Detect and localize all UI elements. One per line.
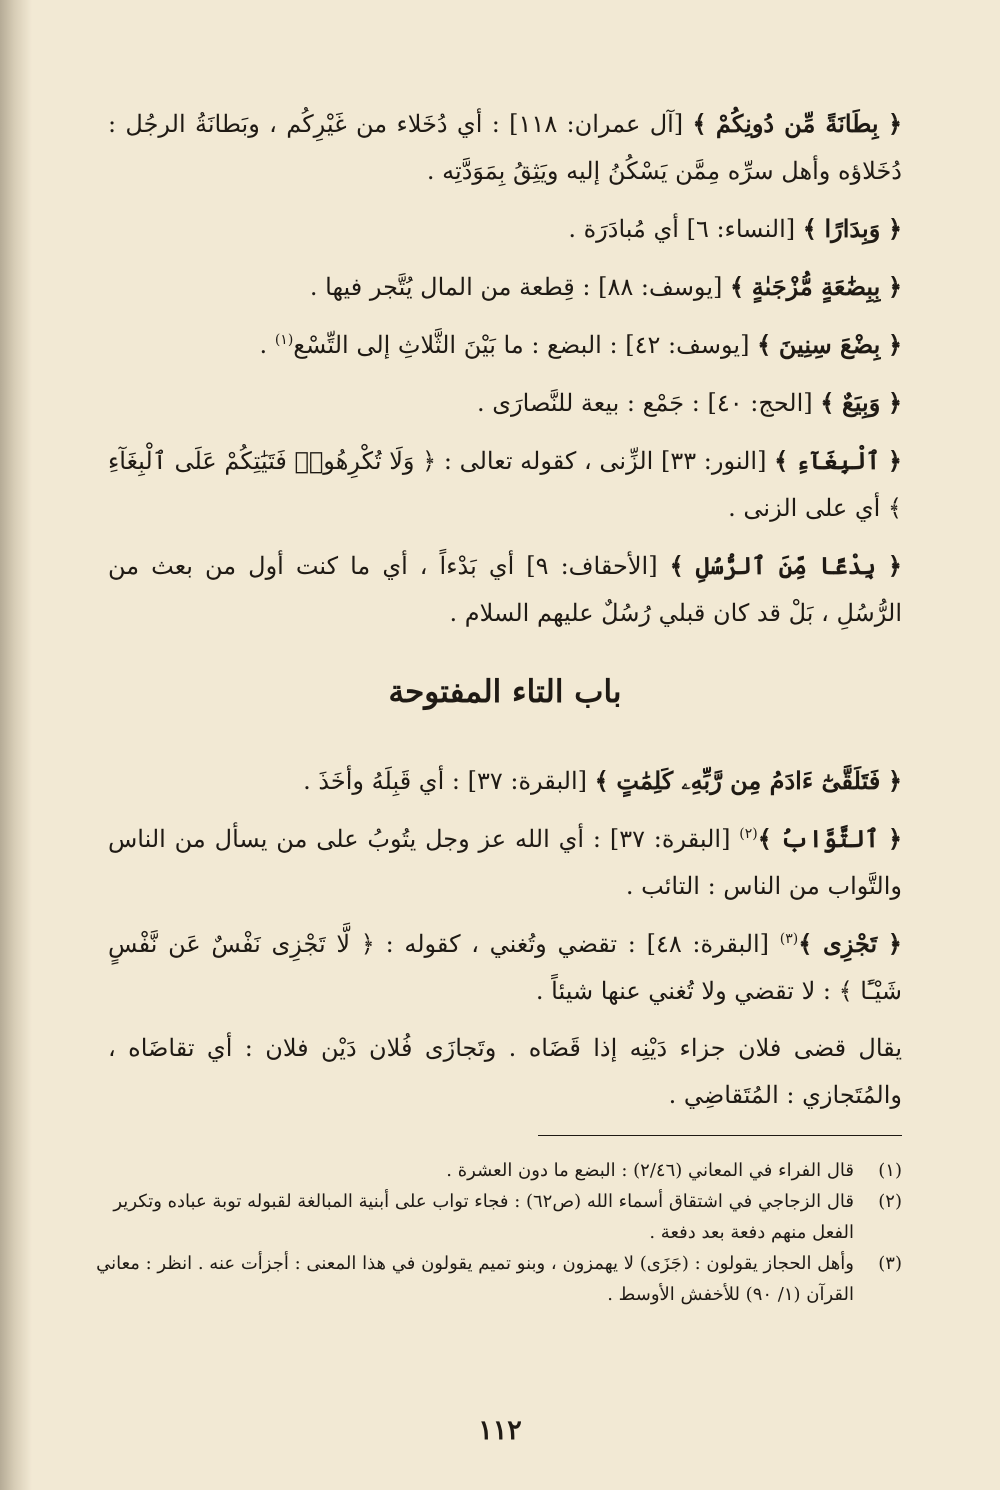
footnote	[96, 1248, 902, 1310]
footnotes	[96, 1155, 902, 1310]
ornament-close: ﴾	[730, 272, 745, 301]
explanation: الزِّنى ، كقوله تعالى : ﴿ وَلَا تُكْرِهُوا۟ فَتَيَٰتِكُمْ عَلَى ٱلْبِغَآءِ ﴾ أي على الزنى .	[108, 447, 902, 522]
quran-phrase: فَتَلَقَّىٰٓ ءَادَمُ مِن رَّبِّهِۦ كَلِمَٰتٍ	[616, 766, 881, 795]
quran-phrase: وَبِدَارًا	[824, 214, 881, 243]
explanation: : أي الله عز وجل يتُوبُ على من يسأل من الناس والتَّواب من الناس : التائب .	[108, 825, 902, 900]
footnote-number: (٢)	[878, 1191, 902, 1212]
entry	[108, 379, 902, 427]
ornament-close: ﴾	[757, 330, 772, 359]
ornament-close: ﴾	[594, 766, 609, 795]
explanation: : أي دُخَلاء من غَيْرِكُم ، وبَطانَةُ الرجُل : دُخَلاؤه وأهل سرِّه مِمَّن يَسْكُنُ إليه ويَثِقُ بِمَوَدَّتِه .	[108, 110, 902, 185]
footnote-ref: (١)	[274, 332, 294, 348]
verse-reference: [البقرة: ٣٧]	[609, 825, 731, 853]
footnote-text: قال الزجاجي في اشتقاق أسماء الله (ص٦٢) : فجاء تواب على أبنية المبالغة لقبوله توبة عباده وتكرير الفعل منهم دفعة بعد دفعة .	[113, 1191, 854, 1243]
section-title: باب التاء المفتوحة	[388, 674, 622, 710]
book-spine-shadow	[0, 0, 32, 1490]
quran-phrase: ٱلتَّوَّابُ	[780, 824, 880, 853]
ornament-open: ﴿	[887, 824, 902, 853]
quran-phrase: بِضْعَ سِنِينَ	[778, 330, 881, 359]
footnote-ref: (٣)	[779, 931, 799, 947]
ornament-close: ﴾	[798, 929, 813, 958]
verse-reference: [آل عمران: ١١٨]	[509, 110, 684, 138]
ornament-close: ﴾	[820, 388, 835, 417]
ornament-open: ﴿	[887, 330, 902, 359]
ornament-close: ﴾	[757, 824, 772, 853]
quran-phrase: بِدْعًا مِّنَ ٱلرُّسُلِ	[695, 551, 876, 580]
ornament-open: ﴿	[887, 272, 902, 301]
verse-reference: [يوسف: ٨٨]	[598, 273, 723, 301]
explanation: : تقضي وتُغني ، كقوله : ﴿ لَّا تَجْزِى نَفْسٌ عَن نَّفْسٍ شَيْـًٔا ﴾ : لا تقضي ولا تُغني عنها شيئاً .	[108, 930, 902, 1005]
footnote-text: قال الفراء في المعاني (٢/٤٦) : البضع ما دون العشرة .	[446, 1160, 854, 1181]
entries-group-1	[108, 100, 902, 637]
ornament-close: ﴾	[774, 446, 789, 475]
page-body	[108, 100, 902, 1129]
ornament-open: ﴿	[887, 766, 902, 795]
footnote	[96, 1155, 902, 1186]
ornament-open: ﴿	[887, 388, 902, 417]
ornament-open: ﴿	[887, 929, 902, 958]
entry	[108, 815, 902, 910]
explanation-end: .	[259, 331, 275, 359]
paragraph: يقال قضى فلان جزاء دَيْنِه إذا قَضَاه . وتَجازَى فُلان دَيْن فلان : أي تقاضَاه ، والمُتَجازي : المُتَقاضِي .	[108, 1034, 902, 1109]
explanation: : أي قَبِلَهُ وأخَذَ .	[303, 767, 460, 795]
verse-reference: [البقرة: ٤٨]	[646, 930, 770, 958]
explanation: أي بَدْءاً ، أي ما كنت أول من بعث من الرُّسُلِ ، بَلْ قد كان قبلي رُسُلٌ عليهم السلام .	[108, 552, 902, 627]
ornament-close: ﴾	[692, 109, 707, 138]
ornament-close: ﴾	[669, 551, 684, 580]
ornament-open: ﴿	[887, 446, 902, 475]
verse-reference: [الحج: ٤٠]	[707, 389, 813, 417]
entry	[108, 437, 902, 532]
entry	[108, 920, 902, 1015]
footnote-number: (٣)	[878, 1253, 902, 1274]
entries-group-2	[108, 757, 902, 1015]
verse-reference: [البقرة: ٣٧]	[467, 767, 588, 795]
verse-reference: [الأحقاف: ٩]	[526, 552, 658, 580]
entry	[108, 205, 902, 253]
entry	[108, 263, 902, 311]
quran-phrase: ٱلْبِغَآءِ	[795, 446, 881, 475]
ornament-open: ﴿	[887, 109, 902, 138]
explanation: : قِطعة من المال يُتَّجر فيها .	[309, 273, 591, 301]
verse-reference: [النساء: ٦]	[686, 215, 796, 243]
entry	[108, 100, 902, 195]
footnote	[96, 1186, 902, 1248]
verse-reference: [يوسف: ٤٢]	[625, 331, 750, 359]
footnote-rule	[538, 1135, 902, 1136]
quran-phrase: تَجْزِى	[822, 929, 878, 958]
explanation: : جَمْع : بيعة للنَّصارَى .	[477, 389, 700, 417]
quran-phrase: بِبِضَٰعَةٍ مُّزْجَىٰةٍ	[751, 272, 881, 301]
footnote-number: (١)	[878, 1160, 902, 1181]
ornament-open: ﴿	[887, 214, 902, 243]
explanation: : البضع : ما بَيْنَ الثَّلاثِ إلى التِّسْع	[293, 331, 618, 359]
verse-reference: [النور: ٣٣]	[660, 447, 767, 475]
entry	[108, 757, 902, 805]
explanation: أي مُبادَرَة .	[568, 215, 679, 243]
quran-phrase: وَبِيَعٌ	[842, 388, 881, 417]
ornament-close: ﴾	[802, 214, 817, 243]
quran-phrase: بِطَانَةً مِّن دُونِكُمْ	[715, 109, 879, 138]
entry	[108, 542, 902, 637]
footnote-text: وأهل الحجاز يقولون : (جَزَى) لا يهمزون ، وبنو تميم يقولون في هذا المعنى : أجزأت عنه . انظر : معاني القرآن (١/ ٩٠) للأخفش الأوسط .	[96, 1253, 854, 1305]
page-number: ١١٢	[478, 1415, 522, 1446]
ornament-open: ﴿	[887, 551, 902, 580]
footnote-ref: (٢)	[739, 826, 758, 842]
entry	[108, 321, 902, 369]
